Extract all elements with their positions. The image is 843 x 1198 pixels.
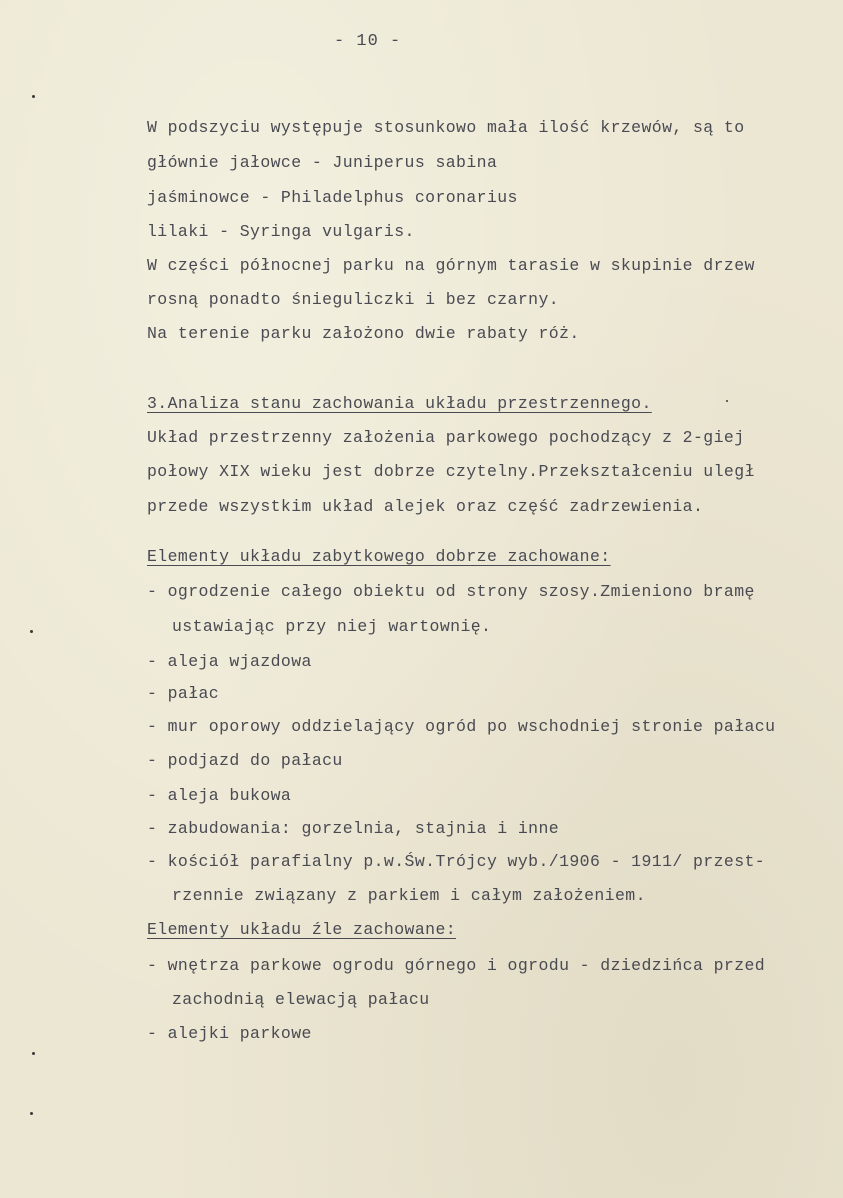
text-line: głównie jałowce - Juniperus sabina bbox=[147, 153, 498, 172]
list-item: - ogrodzenie całego obiektu od strony szosy.Zmieniono bramę bbox=[147, 582, 755, 601]
text-line: połowy XIX wieku jest dobrze czytelny.Przekształceniu uległ bbox=[147, 462, 755, 481]
list-item: - kościół parafialny p.w.Św.Trójcy wyb./1906 - 1911/ przest- bbox=[147, 852, 766, 871]
scan-speck bbox=[32, 1052, 35, 1055]
text-line: Układ przestrzenny założenia parkowego pochodzący z 2-giej bbox=[147, 428, 745, 447]
subsection-heading: Elementy układu źle zachowane: bbox=[147, 920, 457, 939]
text-line: jaśminowce - Philadelphus coronarius bbox=[147, 188, 518, 207]
text-line: rosną ponadto śnieguliczki i bez czarny. bbox=[147, 290, 560, 309]
list-item: - aleja bukowa bbox=[147, 786, 292, 805]
list-item-continuation: ustawiając przy niej wartownię. bbox=[172, 617, 492, 636]
list-item: - wnętrza parkowe ogrodu górnego i ogrodu - dziedzińca przed bbox=[147, 956, 766, 975]
page-number: - 10 - bbox=[334, 32, 402, 51]
text-line: przede wszystkim układ alejek oraz część zadrzewienia. bbox=[147, 497, 704, 516]
text-line: lilaki - Syringa vulgaris. bbox=[147, 222, 415, 241]
text-line: W części północnej parku na górnym tarasie w skupinie drzew bbox=[147, 256, 755, 275]
list-item: - alejki parkowe bbox=[147, 1024, 312, 1043]
scan-speck bbox=[726, 400, 728, 402]
scan-speck bbox=[30, 630, 33, 633]
list-item: - pałac bbox=[147, 684, 220, 703]
scan-speck bbox=[30, 1112, 33, 1115]
list-item-continuation: rzennie związany z parkiem i całym założeniem. bbox=[172, 886, 646, 905]
section-heading: 3.Analiza stanu zachowania układu przestrzennego. bbox=[147, 394, 652, 413]
list-item-continuation: zachodnią elewacją pałacu bbox=[172, 990, 430, 1009]
text-line: Na terenie parku założono dwie rabaty róż. bbox=[147, 324, 580, 343]
list-item: - mur oporowy oddzielający ogród po wschodniej stronie pałacu bbox=[147, 717, 776, 736]
list-item: - aleja wjazdowa bbox=[147, 652, 312, 671]
list-item: - podjazd do pałacu bbox=[147, 751, 343, 770]
text-line: W podszyciu występuje stosunkowo mała ilość krzewów, są to bbox=[147, 118, 745, 137]
subsection-heading: Elementy układu zabytkowego dobrze zachowane: bbox=[147, 547, 611, 566]
list-item: - zabudowania: gorzelnia, stajnia i inne bbox=[147, 819, 560, 838]
scan-speck bbox=[32, 95, 35, 98]
